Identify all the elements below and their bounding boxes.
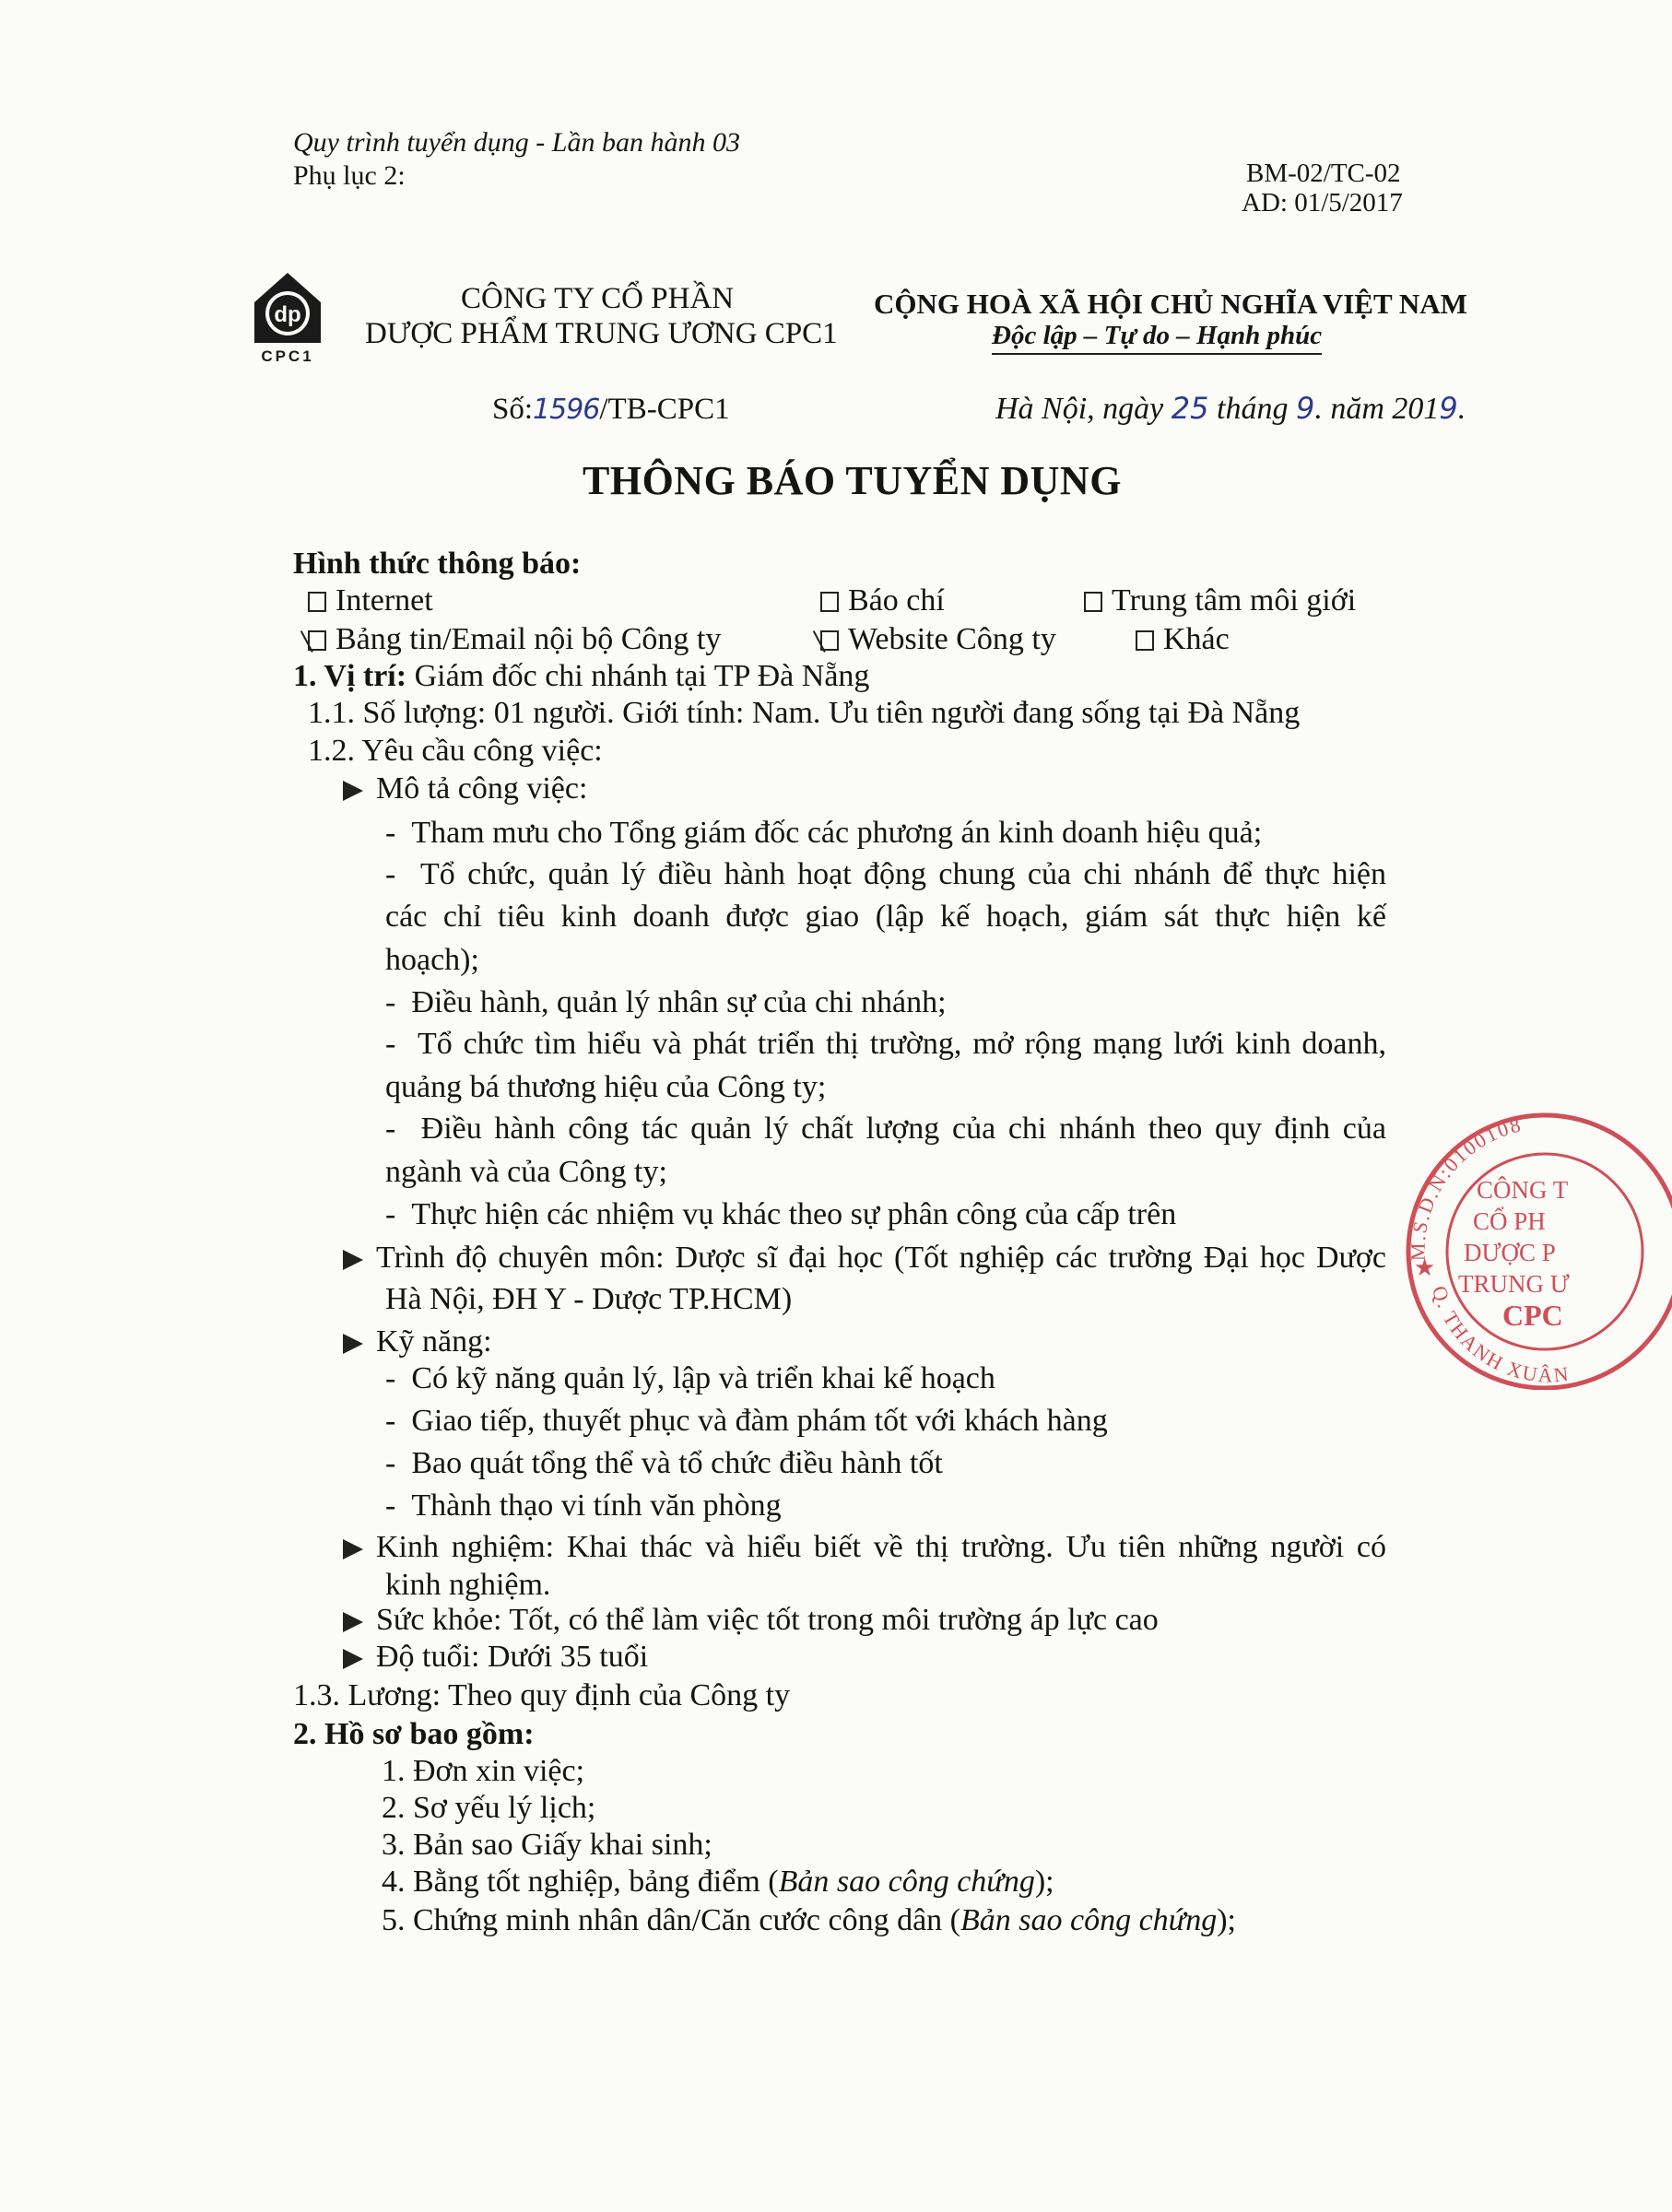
notice-form-heading: Hình thức thông báo: <box>293 547 582 581</box>
nation-line1: CỘNG HOÀ XÃ HỘI CHỦ NGHĨA VIỆT NAM <box>874 288 1467 320</box>
job-desc-item-cont: ngành và của Công ty; <box>385 1155 667 1189</box>
arrow-bullet-icon <box>343 1649 363 1669</box>
requirements-heading: 1.2. Yêu cầu công việc: <box>308 734 603 768</box>
company-name-line1: CÔNG TY CỔ PHẦN <box>461 282 735 315</box>
skill-item: - Giao tiếp, thuyết phục và đàm phám tốt với khách hàng <box>385 1404 1108 1438</box>
svg-text:CÔNG T: CÔNG T <box>1477 1176 1569 1204</box>
health-line: Sức khỏe: Tốt, có thể làm việc tốt trong môi trường áp lực cao <box>343 1600 1159 1641</box>
svg-text:CPC: CPC <box>1502 1299 1563 1332</box>
skills-heading: Kỹ năng: <box>343 1322 492 1362</box>
star-icon: ★ <box>1414 1254 1436 1281</box>
page-title: THÔNG BÁO TUYỂN DỤNG <box>583 458 1122 503</box>
svg-text:TRUNG Ư: TRUNG Ư <box>1458 1270 1570 1298</box>
arrow-bullet-icon <box>343 1539 363 1559</box>
date-month: 9 <box>1295 391 1315 426</box>
arrow-bullet-icon <box>343 1250 363 1270</box>
checked-checkbox-icon <box>308 630 326 651</box>
company-stamp <box>1395 1104 1572 1390</box>
job-desc-item: - Thực hiện các nhiệm vụ khác theo sự phân công của cấp trên <box>385 1197 1177 1231</box>
arrow-bullet-icon <box>343 781 363 801</box>
doc-date: Hà Nội, ngày 25 tháng 9. năm 2019. <box>995 391 1466 426</box>
logo-text: CPC1 <box>261 347 314 365</box>
checkbox-icon <box>1136 630 1154 651</box>
skill-item: - Thành thạo vi tính văn phòng <box>385 1488 782 1523</box>
nation-line2: Độc lập – Tự do – Hạnh phúc <box>992 321 1322 355</box>
arrow-bullet-icon <box>343 1334 363 1354</box>
job-desc-item-cont: quảng bá thương hiệu của Công ty; <box>385 1070 827 1104</box>
company-name-line2: DƯỢC PHẨM TRUNG ƯƠNG CPC1 <box>365 317 838 350</box>
option-bao-chi: Báo chí <box>820 581 945 621</box>
arrow-bullet-icon <box>343 1612 363 1632</box>
qualification-line-cont: Hà Nội, ĐH Y - Dược TP.HCM) <box>385 1282 793 1316</box>
age-line: Độ tuổi: Dưới 35 tuổi <box>343 1637 648 1677</box>
date-year-digit: 9 <box>1439 391 1458 426</box>
job-desc-item: - Tổ chức, quản lý điều hành hoạt động chung của chi nhánh để thực hiện <box>385 857 1386 891</box>
job-desc-item: - Điều hành công tác quản lý chất lượng của chi nhánh theo quy định của <box>385 1112 1386 1146</box>
qualification-line: Trình độ chuyên môn: Dược sĩ đại học (Tốt nghiệp các trường Đại học Dược <box>343 1237 1386 1279</box>
experience-line-cont: kinh nghiệm. <box>385 1568 551 1602</box>
option-internet: Internet <box>308 581 433 621</box>
option-website: Website Công ty <box>820 619 1056 660</box>
option-bang-tin: Bảng tin/Email nội bộ Công ty <box>308 619 721 660</box>
company-logo <box>251 269 324 365</box>
logo-monogram: dp <box>274 302 301 327</box>
svg-text:DƯỢC P: DƯỢC P <box>1464 1239 1556 1266</box>
job-desc-item-cont: hoạch); <box>385 943 479 977</box>
form-code: BM-02/TC-02 <box>1246 159 1401 188</box>
checkbox-icon <box>820 592 839 612</box>
option-khac: Khác <box>1136 619 1230 660</box>
option-trung-tam: Trung tâm môi giới <box>1084 581 1356 621</box>
doc-number-handwritten: 1596 <box>533 394 600 426</box>
form-date: AD: 01/5/2017 <box>1242 188 1403 218</box>
process-title: Quy trình tuyển dụng - Lần ban hành 03 <box>293 127 740 158</box>
position-line: 1. Vị trí: Giám đốc chi nhánh tại TP Đà Nẵng <box>293 659 870 693</box>
job-desc-item: - Tổ chức tìm hiểu và phát triển thị trường, mở rộng mạng lưới kinh doanh, <box>385 1027 1386 1061</box>
dossier-item: 1. Đơn xin việc; <box>382 1754 585 1788</box>
quantity-line: 1.1. Số lượng: 01 người. Giới tính: Nam. Ưu tiên người đang sống tại Đà Nẵng <box>308 696 1301 730</box>
dossier-item: 3. Bản sao Giấy khai sinh; <box>382 1828 712 1862</box>
salary-line: 1.3. Lương: Theo quy định của Công ty <box>293 1678 791 1712</box>
job-desc-item-cont: các chỉ tiêu kinh doanh được giao (lập kế hoạch, giám sát thực hiện kế <box>385 900 1386 934</box>
dossier-item: 2. Sơ yếu lý lịch; <box>382 1791 596 1825</box>
skill-item: - Bao quát tổng thể và tổ chức điều hành tốt <box>385 1446 943 1480</box>
experience-line: Kinh nghiệm: Khai thác và hiểu biết về thị trường. Ưu tiên những người có <box>343 1526 1386 1569</box>
svg-text:M.S.D.N:0100108: M.S.D.N:0100108 <box>1406 1112 1525 1262</box>
checkbox-icon <box>1084 592 1102 612</box>
date-day: 25 <box>1171 391 1209 426</box>
appendix-label: Phụ lục 2: <box>293 160 406 191</box>
job-desc-item: - Tham mưu cho Tổng giám đốc các phương án kinh doanh hiệu quả; <box>385 816 1263 850</box>
checked-checkbox-icon <box>820 630 839 651</box>
skill-item: - Có kỹ năng quản lý, lập và triển khai kế hoạch <box>385 1361 995 1395</box>
doc-number: Số:1596/TB-CPC1 <box>492 393 730 426</box>
dossier-item: 5. Chứng minh nhân dân/Căn cước công dân (Bản sao công chứng); <box>382 1903 1237 1937</box>
svg-text:CỔ PH: CỔ PH <box>1473 1207 1546 1235</box>
dossier-item: 4. Bằng tốt nghiệp, bảng điểm (Bản sao công chứng); <box>382 1865 1054 1899</box>
job-desc-item: - Điều hành, quản lý nhân sự của chi nhánh; <box>385 985 947 1019</box>
checkbox-icon <box>308 592 326 612</box>
dossier-heading: 2. Hồ sơ bao gồm: <box>293 1717 535 1751</box>
svg-text:Q. THANH XUÂN: Q. THANH XUÂN <box>1427 1283 1572 1387</box>
job-desc-heading: Mô tả công việc: <box>343 769 587 809</box>
